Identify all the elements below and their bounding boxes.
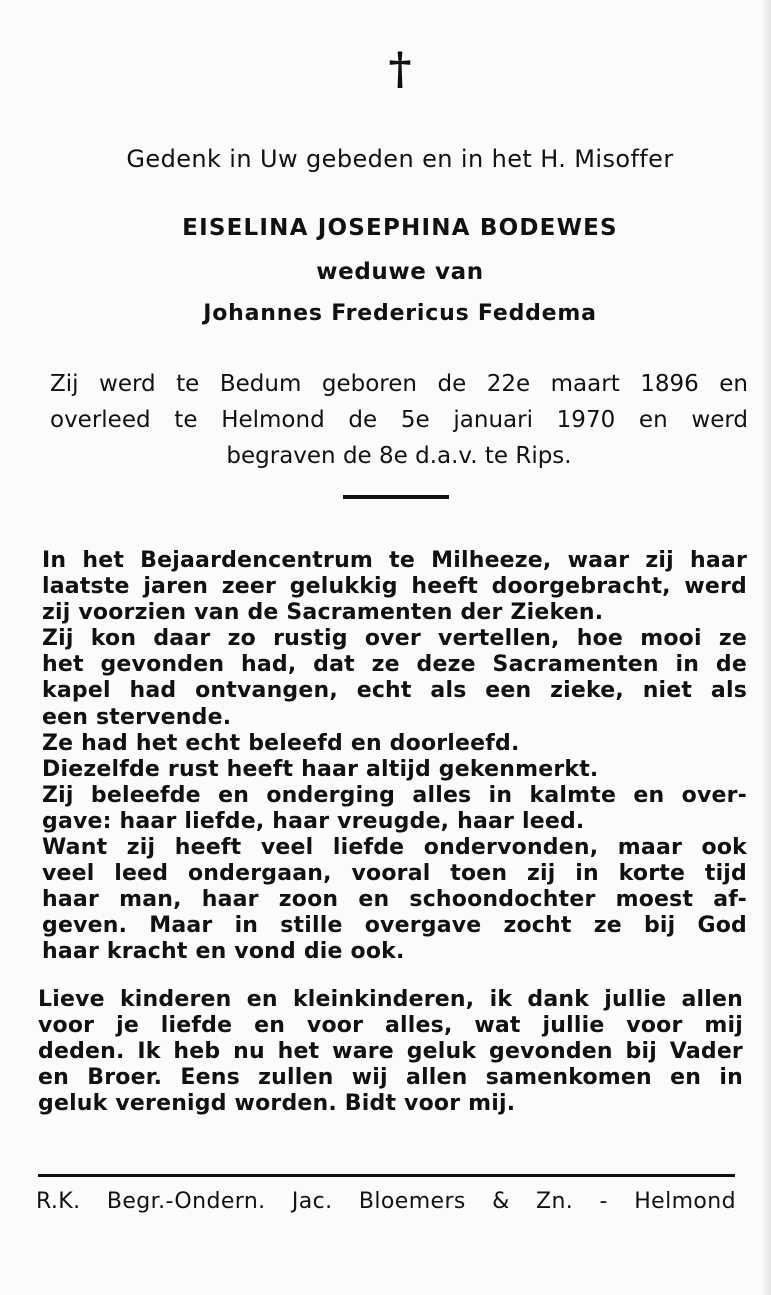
text-line: Want zij heeft veel liefde ondervonden, maar ook [42,835,747,861]
footer-rule [38,1174,735,1177]
text-line: geluk verenigd worden. Bidt voor mij. [38,1091,516,1117]
intro-line: Gedenk in Uw gebeden en in het H. Misoffer [126,145,674,173]
text-line: voor je liefde en voor alles, wat jullie voor mij [38,1013,743,1039]
divider [343,495,449,499]
text-line: laatste jaren zeer gelukkig heeft doorgebracht, werd [42,574,747,600]
text-line: veel leed ondergaan, vooral toen zij in korte tijd [42,861,747,887]
text-line: Zij kon daar zo rustig over vertellen, hoe mooi ze [42,626,747,652]
text-line: zij voorzien van de Sacramenten der Zieken. [42,600,604,626]
text-line: het gevonden had, dat ze deze Sacramenten in de [42,652,747,678]
text-line: en Broer. Eens zullen wij allen samenkomen en in [38,1065,743,1091]
paragraph-farewell [38,987,743,1117]
paragraph-memory [42,548,747,966]
text-line: geven. Maar in stille overgave zocht ze bij God [42,913,747,939]
funeral-director [36,1186,736,1218]
husband-name: Johannes Fredericus Feddema [203,301,597,326]
text-line: Lieve kinderen en kleinkinderen, ik dank jullie allen [38,987,743,1012]
bio-line: begraven de 8e d.a.v. te Rips. [226,443,572,469]
cross-icon: † [388,44,412,95]
text-line: Diezelfde rust heeft haar altijd gekenmerkt. [42,756,599,782]
footer-text: R.K. Begr.-Ondern. Jac. Bloemers & Zn. - Helmond [36,1189,736,1214]
bio-line: overleed te Helmond de 5e januari 1970 en werd [50,407,748,433]
card-edge [763,0,771,1295]
biography [50,366,748,474]
text-line: een stervende. [42,704,232,730]
bio-line: Zij werd te Bedum geboren de 22e maart 1896 en [50,371,748,397]
text-line: deden. Ik heb nu het ware geluk gevonden bij Vader [38,1039,743,1065]
deceased-name: EISELINA JOSEPHINA BODEWES [182,215,618,241]
text-line: haar kracht en vond die ook. [42,939,405,965]
text-line: haar man, haar zoon en schoondochter moest af- [42,887,747,913]
text-line: gave: haar liefde, haar vreugde, haar leed. [42,808,585,834]
text-line: Zij beleefde en onderging alles in kalmte en over- [42,782,747,808]
text-line: In het Bejaardencentrum te Milheeze, waar zij haar [42,548,747,573]
widow-of-label: weduwe van [316,259,484,285]
text-line: kapel had ontvangen, echt als een zieke, niet als [42,678,747,704]
text-line: Ze had het echt beleefd en doorleefd. [42,730,520,756]
